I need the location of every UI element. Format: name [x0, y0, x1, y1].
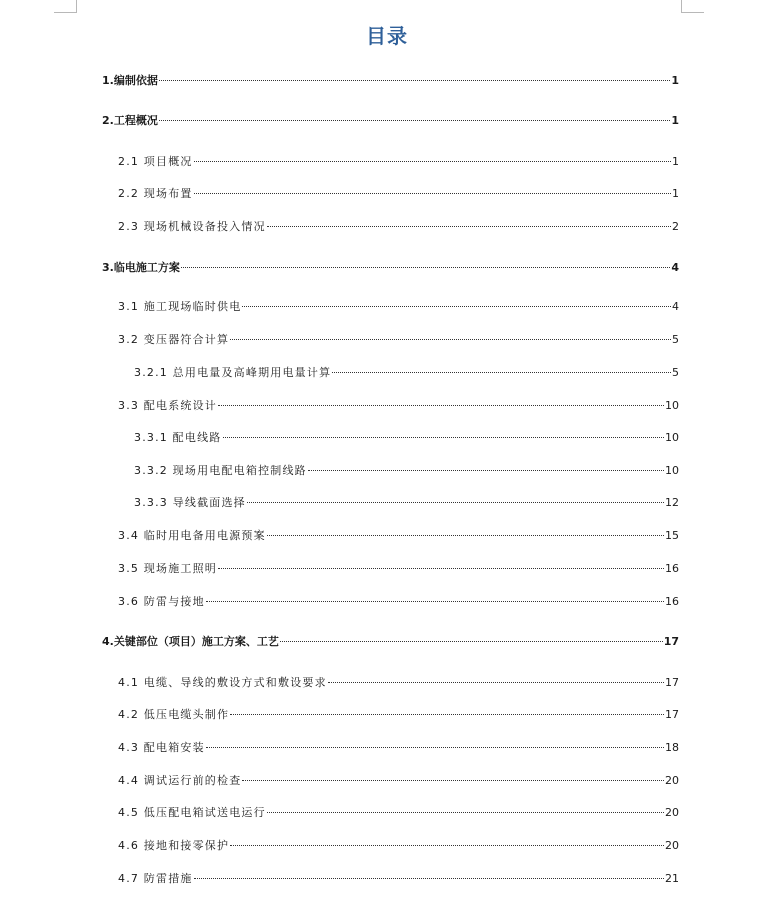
toc-entry[interactable]: [102, 261, 679, 275]
toc-page-number: 20: [665, 839, 679, 852]
toc-dot-leader: [218, 568, 664, 569]
toc-page-number: 16: [665, 595, 679, 608]
toc-page-number: 16: [665, 562, 679, 575]
toc-page-number: 4: [671, 261, 679, 274]
toc-page-number: 1: [671, 74, 679, 87]
toc-entry-title: 4.3 配电箱安装: [118, 741, 205, 754]
toc-entry[interactable]: [118, 839, 679, 853]
toc-entry-title: 3.2 变压器符合计算: [118, 333, 230, 346]
toc-page-number: 5: [672, 333, 679, 346]
toc-page-number: 1: [671, 114, 679, 127]
toc-page-number: 4: [672, 300, 679, 313]
toc-entry-title: 3.3.2 现场用电配电箱控制线路: [134, 464, 307, 477]
toc-page-number: 21: [665, 872, 679, 885]
toc-page-number: 2: [672, 220, 679, 233]
toc-dot-leader: [280, 641, 663, 642]
toc-entry[interactable]: [118, 774, 679, 788]
toc-page-number: 1: [672, 187, 679, 200]
toc-dot-leader: [159, 80, 671, 81]
toc-dot-leader: [181, 267, 671, 268]
toc-dot-leader: [267, 226, 671, 227]
toc-entry[interactable]: [118, 529, 679, 543]
toc-dot-leader: [247, 502, 664, 503]
toc-entry[interactable]: [118, 220, 679, 234]
toc-entry-title: 1.编制依据: [102, 74, 158, 87]
toc-dot-leader: [194, 193, 671, 194]
toc-page-number: 20: [665, 774, 679, 787]
toc-dot-leader: [267, 535, 664, 536]
toc-page-number: 10: [665, 464, 679, 477]
toc-entry-title: 3.3 配电系统设计: [118, 399, 217, 412]
toc-entry-title: 2.工程概况: [102, 114, 158, 127]
toc-page-number: 10: [665, 431, 679, 444]
toc-entry[interactable]: [118, 155, 679, 169]
toc-dot-leader: [230, 714, 664, 715]
toc-dot-leader: [242, 306, 671, 307]
toc-entry[interactable]: [118, 741, 679, 755]
toc-entry-title: 3.3.1 配电线路: [134, 431, 222, 444]
toc-page-number: 12: [665, 496, 679, 509]
toc-page-number: 5: [672, 366, 679, 379]
toc-entry-title: 3.3.3 导线截面选择: [134, 496, 246, 509]
toc-page-number: 10: [665, 399, 679, 412]
toc-dot-leader: [267, 812, 664, 813]
toc-entry[interactable]: [118, 187, 679, 201]
toc-entry[interactable]: [118, 399, 679, 413]
toc-dot-leader: [206, 601, 664, 602]
toc-entry[interactable]: [118, 300, 679, 314]
toc-entry[interactable]: [134, 464, 679, 478]
toc-entry-title: 3.5 现场施工照明: [118, 562, 217, 575]
toc-title: 目录: [366, 24, 408, 48]
toc-page-number: 20: [665, 806, 679, 819]
toc-entry[interactable]: [134, 366, 679, 380]
toc-page-number: 17: [665, 676, 679, 689]
toc-entry[interactable]: [118, 595, 679, 609]
toc-entry[interactable]: [118, 676, 679, 690]
toc-entry[interactable]: [102, 74, 679, 88]
toc-dot-leader: [242, 780, 664, 781]
toc-entry[interactable]: [134, 431, 679, 445]
toc-entry-title: 3.2.1 总用电量及高峰期用电量计算: [134, 366, 332, 379]
toc-page-number: 15: [665, 529, 679, 542]
toc-dot-leader: [328, 682, 664, 683]
toc-entry[interactable]: [118, 708, 679, 722]
toc-entry[interactable]: [102, 114, 679, 128]
page-corner-mark-right: [681, 0, 704, 13]
toc-dot-leader: [194, 161, 671, 162]
toc-page-number: 17: [663, 635, 679, 648]
toc-dot-leader: [332, 372, 671, 373]
toc-entry[interactable]: [118, 872, 679, 886]
toc-dot-leader: [230, 845, 664, 846]
toc-entry-title: 4.关键部位（项目）施工方案、工艺: [102, 635, 279, 648]
toc-page-number: 1: [672, 155, 679, 168]
toc-entry-title: 2.3 现场机械设备投入情况: [118, 220, 266, 233]
toc-entry-title: 4.6 接地和接零保护: [118, 839, 230, 852]
toc-entry-title: 4.1 电缆、导线的敷设方式和敷设要求: [118, 676, 327, 689]
toc-dot-leader: [206, 747, 664, 748]
page-corner-mark-left: [54, 0, 77, 13]
toc-entry-title: 3.4 临时用电备用电源预案: [118, 529, 266, 542]
toc-dot-leader: [218, 405, 664, 406]
toc-entry[interactable]: [102, 635, 679, 649]
toc-entry-title: 2.2 现场布置: [118, 187, 193, 200]
toc-page-number: 18: [665, 741, 679, 754]
toc-entry-title: 4.2 低压电缆头制作: [118, 708, 230, 721]
toc-dot-leader: [194, 878, 664, 879]
toc-dot-leader: [308, 470, 664, 471]
toc-dot-leader: [230, 339, 671, 340]
toc-entry[interactable]: [118, 333, 679, 347]
toc-dot-leader: [159, 120, 671, 121]
toc-entry[interactable]: [118, 562, 679, 576]
toc-entry-title: 4.5 低压配电箱试送电运行: [118, 806, 266, 819]
toc-entry-title: 3.6 防雷与接地: [118, 595, 205, 608]
toc-entry-title: 3.1 施工现场临时供电: [118, 300, 242, 313]
toc-entry[interactable]: [118, 806, 679, 820]
toc-dot-leader: [223, 437, 665, 438]
toc-entry[interactable]: [134, 496, 679, 510]
toc-page-number: 17: [665, 708, 679, 721]
toc-entry-title: 4.7 防雷措施: [118, 872, 193, 885]
toc-entry-title: 2.1 项目概况: [118, 155, 193, 168]
toc-entry-title: 3.临电施工方案: [102, 261, 180, 274]
toc-entry-title: 4.4 调试运行前的检查: [118, 774, 242, 787]
